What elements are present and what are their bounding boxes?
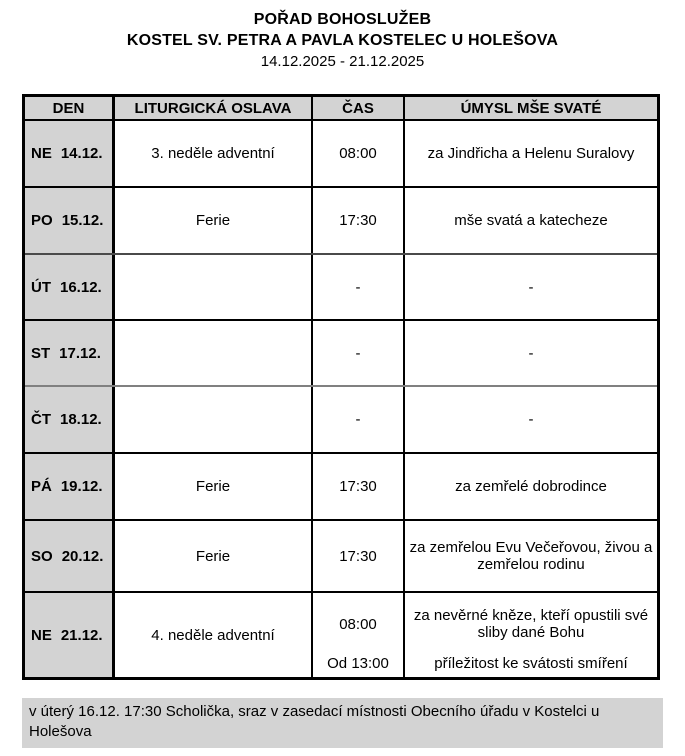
intention-primary: za nevěrné kněze, kteří opustili své sliby dané Bohu (413, 607, 649, 641)
day-date: 21.12. (60, 626, 103, 644)
day-cell (25, 321, 115, 385)
column-header-umysl: ÚMYSL MŠE SVATÉ (460, 99, 602, 117)
table-header-row (25, 97, 657, 119)
intention-secondary: příležitost ke svátosti smíření (434, 655, 628, 672)
column-header-den: DEN (25, 97, 115, 119)
intention-cell: mše svatá a katecheze (454, 212, 608, 229)
church-name: KOSTEL SV. PETRA A PAVLA KOSTELEC U HOLEŠOVA (126, 32, 559, 49)
table-row-ne-21 (25, 591, 657, 677)
celebration-cell: 4. neděle adventní (115, 593, 313, 677)
table-row-po-15 (25, 186, 657, 253)
day-date: 17.12. (59, 344, 101, 362)
celebration-cell (115, 387, 313, 452)
day-abbr: NE (31, 145, 52, 162)
celebration-cell (115, 321, 313, 385)
column-header-liturgicka-oslava: LITURGICKÁ OSLAVA (115, 97, 313, 119)
celebration-cell: Ferie (115, 188, 313, 253)
time-cell: 17:30 (313, 454, 405, 519)
intention-cell: - (528, 411, 534, 428)
time-primary: 08:00 (339, 615, 377, 633)
table-row-ne-14 (25, 119, 657, 186)
intention-cell: za Jindřicha a Helenu Suralovy (427, 145, 635, 162)
time-cell: - (313, 321, 405, 385)
table-row-st-17 (25, 319, 657, 385)
time-cell: 08:00 (313, 121, 405, 186)
day-date: 16.12. (60, 278, 102, 296)
table-row-ut-16 (25, 253, 657, 319)
day-cell (25, 121, 115, 186)
day-abbr: ÚT (31, 278, 51, 296)
day-cell (25, 454, 115, 519)
day-date: 19.12. (60, 478, 103, 495)
schedule-table (22, 94, 660, 680)
day-abbr: ST (31, 344, 51, 362)
time-secondary: Od 13:00 (327, 655, 389, 672)
celebration-cell: 3. neděle adventní (115, 121, 313, 186)
day-abbr: SO (31, 547, 53, 565)
intention-cell: za zemřelé dobrodince (455, 478, 607, 495)
column-header-cas: ČAS (313, 97, 405, 119)
table-row-pa-19 (25, 452, 657, 519)
day-cell (25, 521, 115, 591)
day-date: 18.12. (60, 411, 102, 428)
day-cell (25, 387, 115, 452)
day-cell (25, 188, 115, 253)
day-date: 14.12. (60, 145, 103, 162)
day-date: 20.12. (61, 547, 104, 565)
page-title: POŘAD BOHOSLUŽEB (253, 11, 432, 28)
day-abbr: ČT (31, 411, 51, 428)
intention-cell: - (528, 344, 534, 362)
day-cell (25, 593, 115, 677)
time-cell: - (313, 255, 405, 319)
day-abbr: PÁ (31, 478, 52, 495)
footer-note: v úterý 16.12. 17:30 Scholička, sraz v zasedací místnosti Obecního úřadu v Kostelci u Holešova (22, 698, 663, 748)
day-abbr: PO (31, 212, 53, 229)
celebration-cell: Ferie (115, 521, 313, 591)
day-abbr: NE (31, 626, 52, 644)
document-header (0, 0, 685, 72)
time-cell: - (313, 387, 405, 452)
table-row-so-20 (25, 519, 657, 591)
day-cell (25, 255, 115, 319)
intention-cell: - (528, 278, 534, 296)
date-range: 14.12.2025 - 21.12.2025 (260, 53, 425, 70)
time-cell (313, 593, 405, 677)
time-cell: 17:30 (313, 188, 405, 253)
intention-cell: za zemřelou Evu Večeřovou, živou a zemřelou rodinu (409, 539, 653, 573)
time-cell: 17:30 (313, 521, 405, 591)
table-row-ct-18 (25, 385, 657, 452)
celebration-cell: Ferie (115, 454, 313, 519)
day-date: 15.12. (61, 212, 104, 229)
intention-cell (405, 593, 657, 677)
celebration-cell (115, 255, 313, 319)
